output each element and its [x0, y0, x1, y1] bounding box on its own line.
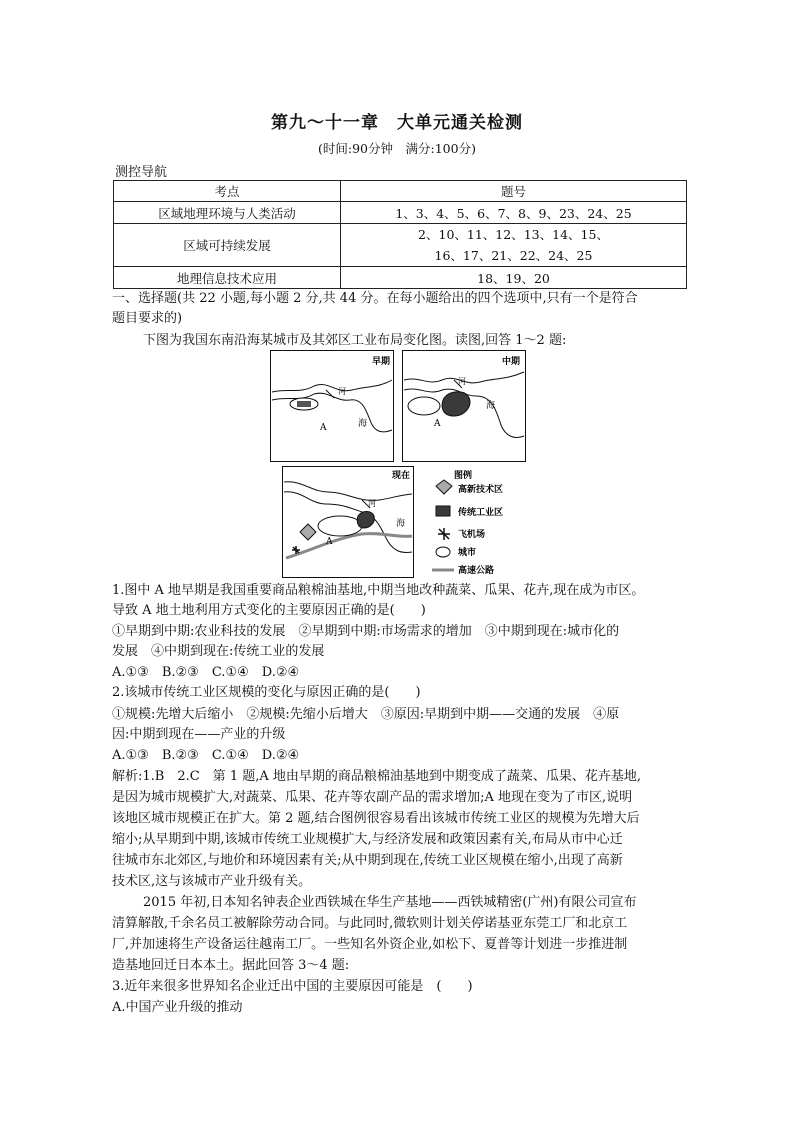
- topic-cell: 区域可持续发展: [114, 224, 341, 267]
- table-row: [114, 224, 687, 267]
- city-label: A: [326, 537, 333, 547]
- period-label: 中期: [502, 357, 521, 367]
- river-label: 河: [458, 377, 466, 386]
- topic-cell: 区域地理环境与人类活动: [114, 202, 341, 224]
- question-stem: 导致 A 地土地利用方式变化的主要原因正确的是( ): [112, 603, 426, 618]
- table-row: [114, 267, 687, 289]
- legend-item: 高速公路: [458, 566, 495, 576]
- page-title: 第九～十一章 大单元通关检测: [271, 113, 523, 133]
- answer-choices: A.①③ B.②③ C.①④ D.②④: [112, 665, 300, 680]
- numbers-cell: 18、19、20: [341, 267, 687, 289]
- airport-icon: [438, 528, 450, 540]
- column-header-numbers: 题号: [341, 181, 687, 202]
- exam-info: (时间:90分钟 满分:100分): [318, 141, 476, 156]
- industry-icon: [436, 506, 450, 516]
- city-icon: [436, 547, 450, 557]
- river-label: 河: [368, 499, 376, 508]
- analysis-text: 该地区城市规模正在扩大。第 2 题,结合图例很容易看出该城市传统工业区的规模为先增大后: [112, 811, 640, 826]
- legend-item: 城市: [458, 548, 477, 558]
- passage-text: 造基地回迁日本本土。据此回答 3～4 题:: [112, 958, 350, 973]
- numbers-line: 16、17、21、22、24、25: [434, 248, 593, 263]
- numbers-cell: [341, 224, 687, 267]
- passage-text: 厂,并加速将生产设备运往越南工厂。一些知名外资企业,如松下、夏普等计划进一步推进制: [112, 937, 628, 952]
- legend-title: 图例: [454, 471, 473, 481]
- sea-label: 海: [396, 519, 406, 529]
- column-header-topic: 考点: [114, 181, 341, 202]
- analysis-text: 是因为城市规模扩大,对蔬菜、瓜果、花卉等农副产品的需求增加;A 地现在变为了市区,说明: [112, 790, 633, 805]
- nav-label: 测控导航: [115, 165, 168, 180]
- answer-choices: A.①③ B.②③ C.①④ D.②④: [112, 748, 300, 763]
- city-label: A: [434, 419, 441, 429]
- city-label: A: [320, 423, 327, 433]
- numbers-cell: 1、3、4、5、6、7、8、9、23、24、25: [341, 202, 687, 224]
- question-stem: 3.近年来很多世界知名企业迁出中国的主要原因可能是 ( ): [112, 979, 473, 994]
- passage-text: 清算解散,千余名员工被解除劳动合同。与此同时,微软则计划关停诺基亚东莞工厂和北京工: [112, 916, 628, 931]
- section-heading: 题目要求的): [112, 311, 183, 326]
- legend-item: 传统工业区: [458, 508, 504, 518]
- question-stem: 2.该城市传统工业区规模的变化与原因正确的是( ): [112, 685, 421, 700]
- intro-text: 下图为我国东南沿海某城市及其郊区工业布局变化图。读图,回答 1～2 题:: [143, 333, 567, 348]
- analysis-text: 解析:1.B 2.C 第 1 题,A 地由早期的商品粮棉油基地到中期变成了蔬菜、瓜果、花卉基地,: [112, 769, 642, 784]
- map-now: [282, 466, 414, 578]
- map-middle: [402, 350, 526, 462]
- nav-table: [113, 180, 687, 289]
- river-label: 河: [338, 387, 346, 396]
- table-header-row: [114, 181, 687, 202]
- question-options: 发展 ④中期到现在:传统工业的发展: [112, 644, 325, 659]
- question-options: ①规模:先增大后缩小 ②规模:先缩小后增大 ③原因:早期到中期——交通的发展 ④原: [112, 707, 620, 722]
- analysis-text: 缩小;从早期到中期,该城市传统工业规模扩大,与经济发展和政策因素有关,布局从市中心迁: [112, 832, 623, 847]
- analysis-text: 往城市东北郊区,与地价和环境因素有关;从中期到现在,传统工业区规模在缩小,出现了高新: [112, 853, 623, 868]
- section-heading: 一、选择题(共 22 小题,每小题 2 分,共 44 分。在每小题给出的四个选项中,只有一个是符合: [112, 291, 638, 306]
- table-row: [114, 202, 687, 224]
- topic-cell: 地理信息技术应用: [114, 267, 341, 289]
- analysis-text: 技术区,这与该城市产业升级有关。: [112, 874, 312, 889]
- numbers-line: 2、10、11、12、13、14、15、: [418, 227, 609, 242]
- period-label: 现在: [392, 471, 411, 481]
- sea-label: 海: [486, 401, 496, 411]
- period-label: 早期: [372, 357, 391, 367]
- sea-label: 海: [358, 419, 368, 429]
- hightech-icon: [436, 480, 452, 494]
- passage-text: 2015 年初,日本知名钟表企业西铁城在华生产基地——西铁城精密(广州)有限公司宣布: [143, 895, 637, 910]
- question-stem: 1.图中 A 地早期是我国重要商品粮棉油基地,中期当地改种蔬菜、瓜果、花卉,现在成为市区。: [112, 583, 645, 598]
- answer-option: A.中国产业升级的推动: [112, 1000, 243, 1015]
- map-early: [270, 350, 394, 462]
- map-legend: [422, 466, 532, 578]
- question-options: 因:中期到现在——产业的升级: [112, 727, 286, 742]
- legend-item: 高新技术区: [458, 485, 504, 495]
- question-options: ①早期到中期:农业科技的发展 ②早期到中期:市场需求的增加 ③中期到现在:城市化的: [112, 624, 620, 639]
- legend-item: 飞机场: [458, 530, 486, 540]
